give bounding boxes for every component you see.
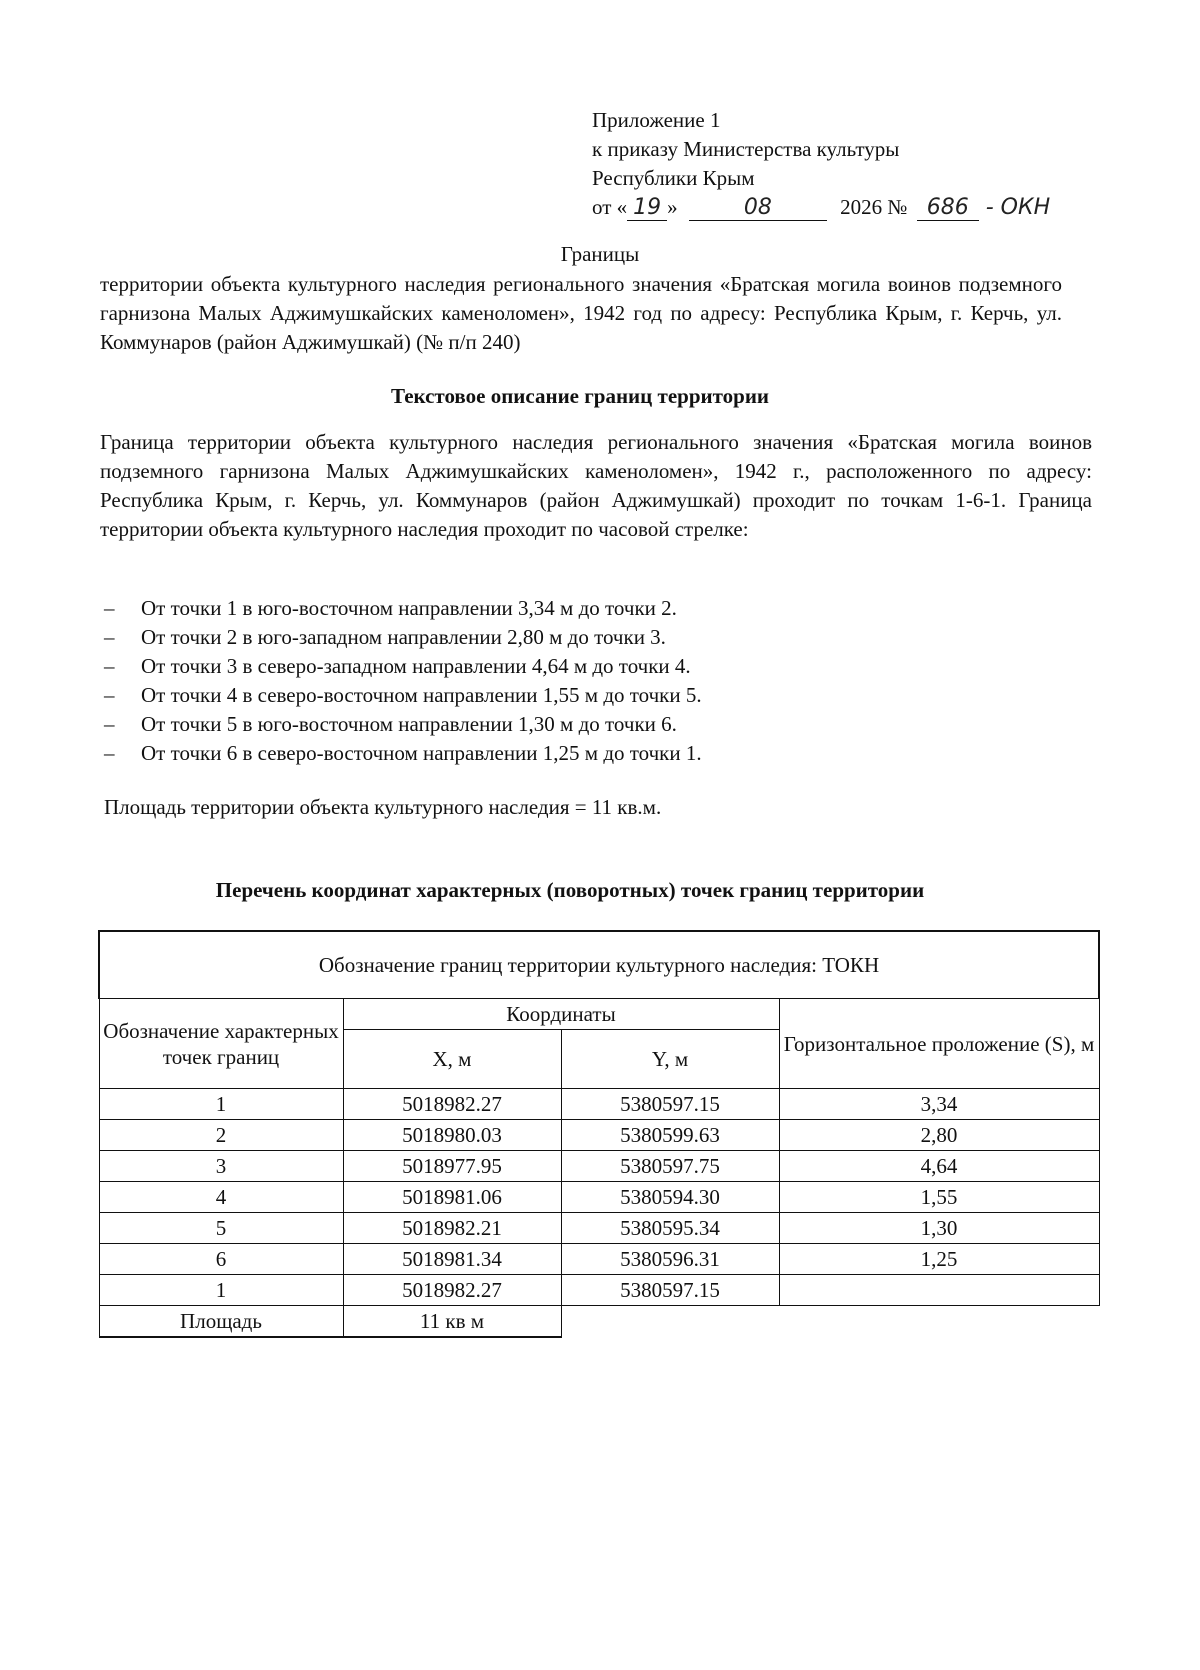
cell-s: 2,80 bbox=[779, 1120, 1099, 1151]
order-date-line bbox=[592, 193, 1050, 222]
cell-point: 2 bbox=[99, 1120, 343, 1151]
col-header-x: X, м bbox=[343, 1030, 561, 1089]
area-statement: Площадь территории объекта культурного наследия = 11 кв.м. bbox=[104, 795, 662, 819]
list-dash: – bbox=[104, 712, 115, 736]
table-row bbox=[99, 1089, 1099, 1120]
table-caption: Обозначение границ территории культурного наследия: ТОКН bbox=[99, 931, 1099, 999]
table-row bbox=[99, 1213, 1099, 1244]
cell-x: 5018981.06 bbox=[343, 1182, 561, 1213]
cell-x: 5018981.34 bbox=[343, 1244, 561, 1275]
col-header-coords: Координаты bbox=[343, 999, 779, 1030]
order-suffix: ОКН bbox=[1000, 195, 1051, 220]
step-text: От точки 6 в северо-восточном направлении 1,25 м до точки 1. bbox=[141, 741, 702, 765]
boundary-steps-list bbox=[104, 594, 702, 768]
empty-cell bbox=[561, 1306, 779, 1338]
cell-s: 1,25 bbox=[779, 1244, 1099, 1275]
appendix-order-ref: к приказу Министерства культуры bbox=[592, 137, 900, 161]
cell-x: 5018980.03 bbox=[343, 1120, 561, 1151]
step-text: От точки 4 в северо-восточном направлении 1,55 м до точки 5. bbox=[141, 683, 702, 707]
step-text: От точки 3 в северо-западном направлении 4,64 м до точки 4. bbox=[141, 654, 691, 678]
order-month: 08 bbox=[689, 196, 827, 221]
cell-y: 5380595.34 bbox=[561, 1213, 779, 1244]
table-row bbox=[99, 1120, 1099, 1151]
description-heading: Текстовое описание границ территории bbox=[390, 384, 770, 408]
area-value-cell: 11 кв м bbox=[343, 1306, 561, 1338]
coords-heading: Перечень координат характерных (поворотных) точек границ территории bbox=[215, 878, 925, 902]
order-day: 19 bbox=[627, 196, 667, 221]
list-item bbox=[104, 623, 702, 652]
cell-y: 5380594.30 bbox=[561, 1182, 779, 1213]
coordinates-table bbox=[98, 930, 1100, 1338]
step-text: От точки 5 в юго-восточном направлении 1,30 м до точки 6. bbox=[141, 712, 677, 736]
area-label-cell: Площадь bbox=[99, 1306, 343, 1338]
date-close: » bbox=[667, 195, 678, 219]
list-dash: – bbox=[104, 654, 115, 678]
cell-s: 1,55 bbox=[779, 1182, 1099, 1213]
table-row-area bbox=[99, 1306, 1099, 1338]
cell-s: 1,30 bbox=[779, 1213, 1099, 1244]
list-item bbox=[104, 652, 702, 681]
list-dash: – bbox=[104, 625, 115, 649]
appendix-header bbox=[592, 106, 1050, 222]
list-item bbox=[104, 681, 702, 710]
list-item bbox=[104, 710, 702, 739]
cell-y: 5380597.15 bbox=[561, 1089, 779, 1120]
col-header-y: Y, м bbox=[561, 1030, 779, 1089]
col-header-s: Горизонтальное проложение (S), м bbox=[779, 999, 1099, 1089]
cell-s: 4,64 bbox=[779, 1151, 1099, 1182]
cell-x: 5018982.27 bbox=[343, 1275, 561, 1306]
list-dash: – bbox=[104, 741, 115, 765]
cell-point: 6 bbox=[99, 1244, 343, 1275]
step-text: От точки 2 в юго-западном направлении 2,80 м до точки 3. bbox=[141, 625, 666, 649]
order-separator: - bbox=[978, 195, 1001, 220]
date-prefix: от « bbox=[592, 195, 628, 219]
cell-point: 3 bbox=[99, 1151, 343, 1182]
table-row bbox=[99, 1151, 1099, 1182]
cell-point: 1 bbox=[99, 1275, 343, 1306]
list-item bbox=[104, 739, 702, 768]
cell-s: 3,34 bbox=[779, 1089, 1099, 1120]
cell-point: 1 bbox=[99, 1089, 343, 1120]
cell-s bbox=[779, 1275, 1099, 1306]
order-year-no: 2026 № bbox=[840, 195, 908, 219]
appendix-number: Приложение 1 bbox=[592, 108, 721, 132]
description-paragraph: Граница территории объекта культурного наследия регионального значения «Братская могила воинов подземного гарнизона Малых Аджимушкайских каменоломен», 1942 г., расположенного по адресу: Республика Крым, г. Керчь, ул. Коммунаров (район Аджимушкай) проходит по точкам 1-6-1. Граница территории объекта культурного наследия проходит по часовой стрелке: bbox=[100, 430, 1092, 541]
cell-x: 5018982.27 bbox=[343, 1089, 561, 1120]
document-title: Границы bbox=[560, 242, 640, 266]
cell-x: 5018977.95 bbox=[343, 1151, 561, 1182]
col-header-point: Обозначение характерных точек границ bbox=[99, 999, 343, 1089]
list-dash: – bbox=[104, 683, 115, 707]
cell-y: 5380597.75 bbox=[561, 1151, 779, 1182]
step-text: От точки 1 в юго-восточном направлении 3,34 м до точки 2. bbox=[141, 596, 677, 620]
cell-x: 5018982.21 bbox=[343, 1213, 561, 1244]
document-subtitle: территории объекта культурного наследия регионального значения «Братская могила воинов подземного гарнизона Малых Аджимушкайских каменоломен», 1942 год по адресу: Республика Крым, г. Керчь, ул. Коммунаров (район Аджимушкай) (№ п/п 240) bbox=[100, 272, 1062, 354]
list-item bbox=[104, 594, 702, 623]
cell-point: 4 bbox=[99, 1182, 343, 1213]
table-row bbox=[99, 1275, 1099, 1306]
table-row bbox=[99, 1182, 1099, 1213]
order-number: 686 bbox=[917, 196, 979, 221]
empty-cell bbox=[779, 1306, 1099, 1338]
cell-y: 5380597.15 bbox=[561, 1275, 779, 1306]
cell-y: 5380596.31 bbox=[561, 1244, 779, 1275]
cell-point: 5 bbox=[99, 1213, 343, 1244]
list-dash: – bbox=[104, 596, 115, 620]
appendix-republic: Республики Крым bbox=[592, 166, 755, 190]
table-row bbox=[99, 1244, 1099, 1275]
cell-y: 5380599.63 bbox=[561, 1120, 779, 1151]
